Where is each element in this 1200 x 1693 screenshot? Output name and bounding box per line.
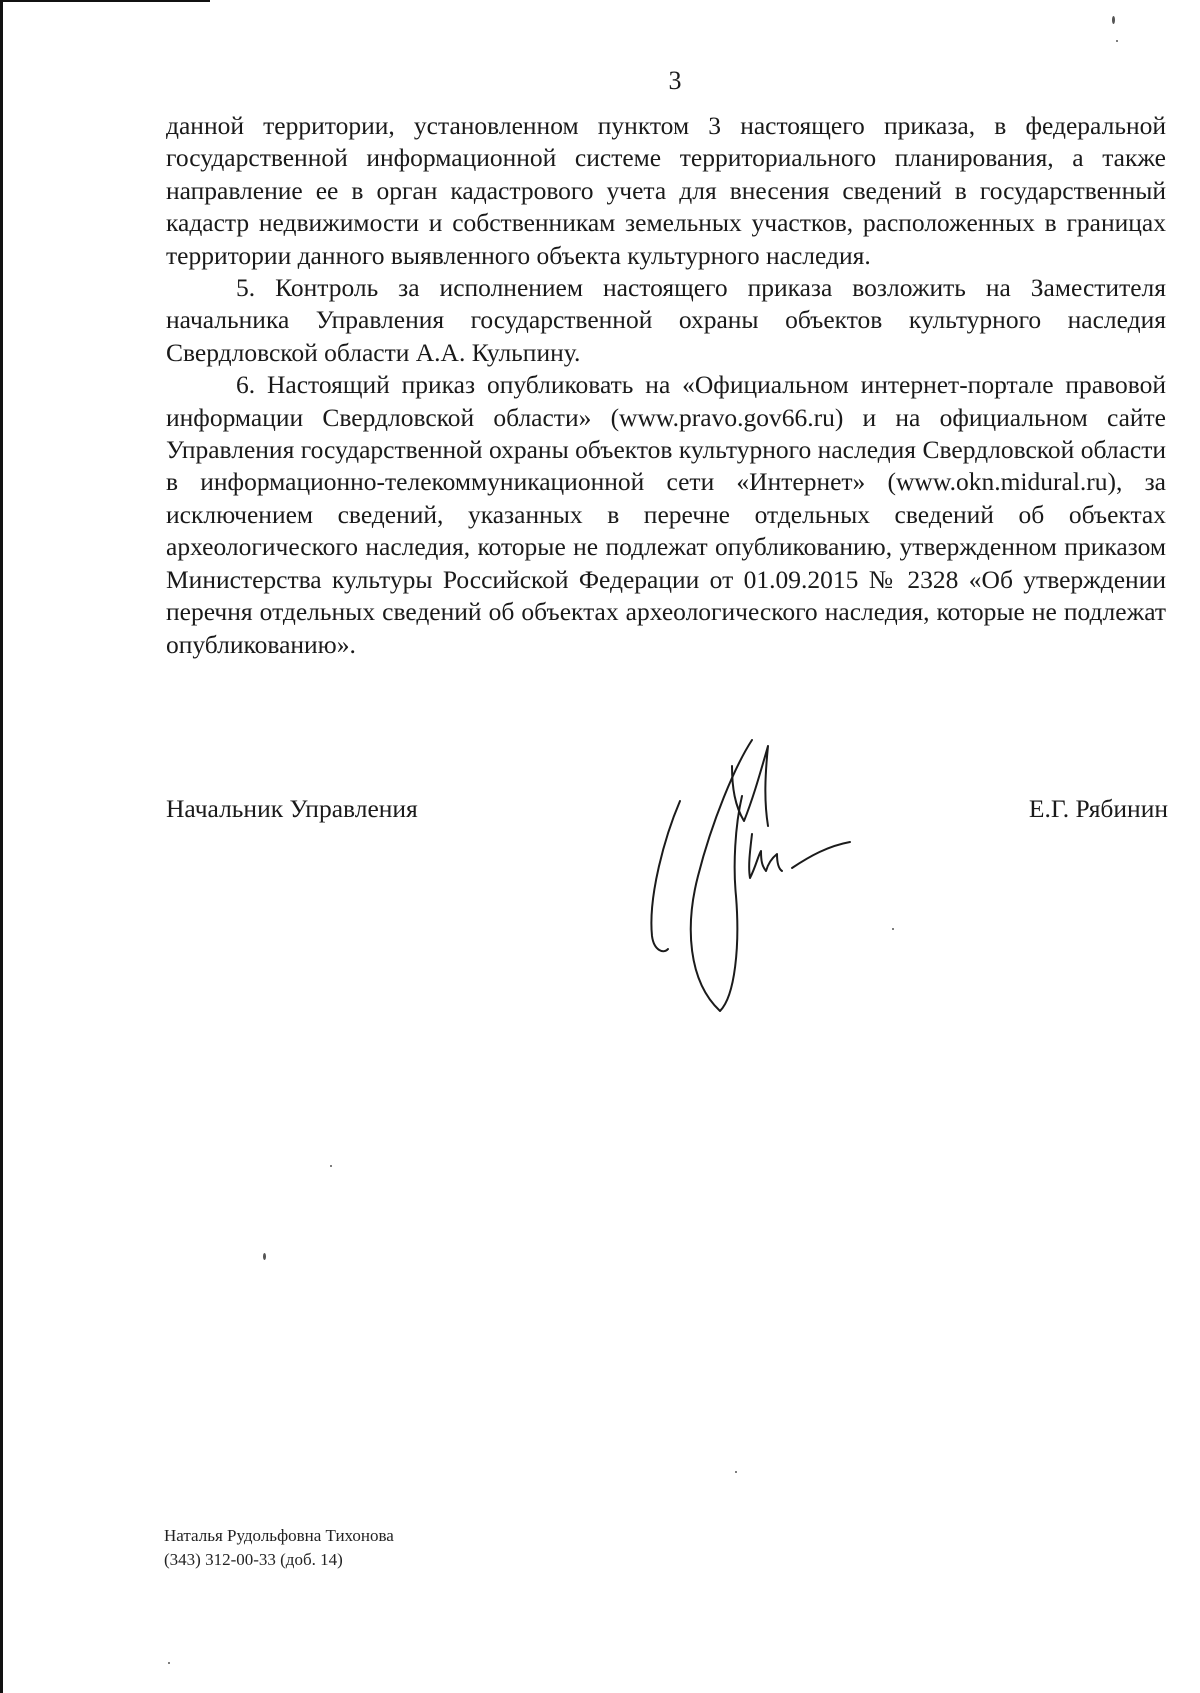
scan-speck: [1116, 40, 1118, 42]
paragraph-5-control: 5. Контроль за исполнением настоящего приказа возложить на Заместителя начальника Управления государственной охраны объектов культурного наследия Свердловской области А.А. Кульпину.: [166, 273, 1166, 367]
scan-border-left: [0, 0, 3, 1693]
paragraph-continuation: данной территории, установленном пунктом 3 настоящего приказа, в федеральной государственной информационной системе территориального планирования, а также направление ее в орган кадастрового учета для внесения сведений в государственный кадастр недвижимости и собственникам земельных участков, расположенных в границах территории данного выявленного объекта культурного наследия.: [166, 111, 1166, 270]
signatory-position: Начальник Управления: [166, 794, 418, 823]
scan-border-top: [0, 0, 210, 2]
scan-speck: [168, 1662, 170, 1664]
scan-speck: [263, 1253, 266, 1260]
scan-speck: [330, 1165, 332, 1167]
paragraph-6-publication: 6. Настоящий приказ опубликовать на «Официальном интернет-портале правовой информации Свердловской области» (www.pravo.gov66.ru) и на официальном сайте Управления государственной охраны объектов культурного наследия Свердловской области в информационно-телекоммуникационной сети «Интернет» (www.okn.midural.ru), за исключением сведений, указанных в перечне отдельных сведений об объектах археологического наследия, которые не подлежат опубликованию, утвержденном приказом Министерства культуры Российской Федерации от 01.09.2015 № 2328 «Об утверждении перечня отдельных сведений об объектах археологического наследия, которые не подлежат опубликованию».: [166, 370, 1166, 659]
signatory-name: Е.Г. Рябинин: [1028, 794, 1168, 823]
document-body: [166, 110, 1166, 661]
scan-speck: [1112, 16, 1115, 24]
scan-speck: [892, 928, 894, 930]
page-number: 3: [668, 66, 682, 95]
executor-name: Наталья Рудольфовна Тихонова: [164, 1526, 394, 1545]
handwritten-signature: [640, 726, 910, 1016]
executor-phone: (343) 312-00-33 (доб. 14): [164, 1550, 343, 1569]
scan-speck: [735, 1471, 737, 1473]
executor-contact: [164, 1524, 394, 1572]
